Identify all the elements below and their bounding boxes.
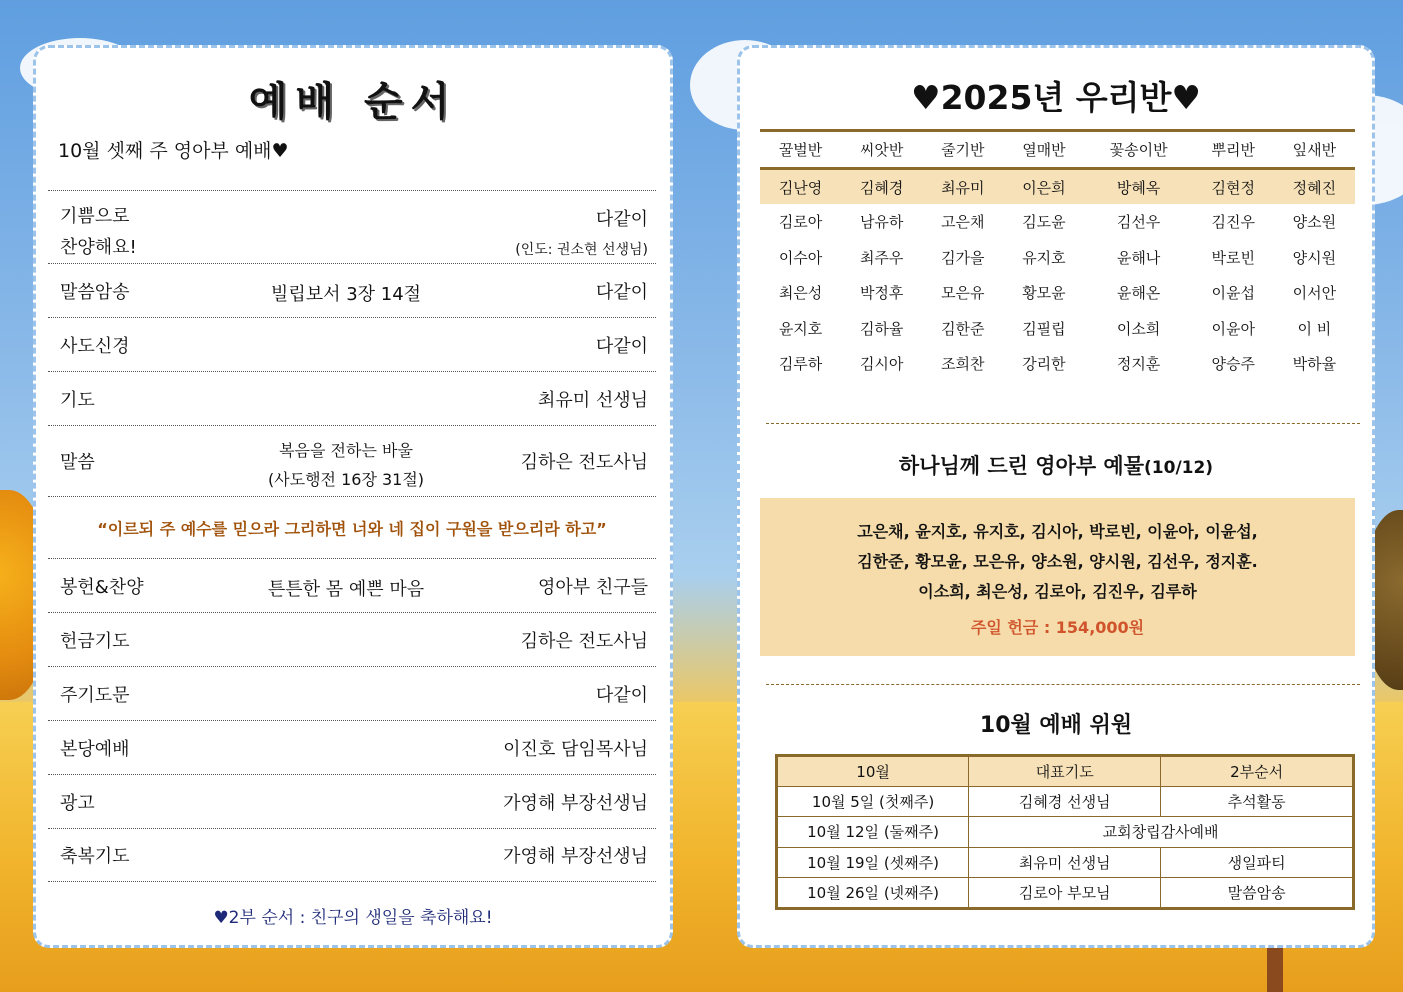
committee-header-row bbox=[777, 756, 1354, 787]
student-name: 최은성 bbox=[778, 284, 823, 303]
order-label: 찬양해요! bbox=[60, 237, 137, 258]
student-name: 윤해나 bbox=[1116, 248, 1161, 267]
order-leader: 가영해 부장선생님 bbox=[503, 846, 648, 867]
committee-table bbox=[775, 754, 1355, 910]
student-name: 고은채 bbox=[941, 213, 985, 232]
student-name: 윤지호 bbox=[778, 319, 823, 338]
committee-second-part: 추석활동 bbox=[1161, 786, 1354, 817]
student-name: 김하율 bbox=[859, 319, 904, 338]
teacher-name: 김현정 bbox=[1193, 169, 1274, 205]
class-name-header: 줄기반 bbox=[922, 131, 1003, 169]
student-row bbox=[760, 311, 1355, 347]
offering-title-text: 하나님께 드린 영아부 예물 bbox=[898, 454, 1145, 478]
order-label: 기쁨으로 bbox=[60, 206, 130, 227]
student-name: 김진우 bbox=[1211, 213, 1255, 232]
student-name: 조희찬 bbox=[941, 355, 985, 374]
committee-row bbox=[777, 817, 1354, 848]
student-name: 유지호 bbox=[1022, 248, 1066, 267]
order-leader: 다같이 bbox=[595, 209, 648, 230]
student-row bbox=[760, 275, 1355, 311]
offering-names-line: 김한준, 황모윤, 모은유, 양소원, 양시원, 김선우, 정지훈. bbox=[857, 552, 1258, 571]
order-leader: 다같이 bbox=[595, 281, 648, 303]
committee-prayer: 김혜경 선생님 bbox=[969, 786, 1161, 817]
student-row bbox=[760, 346, 1355, 382]
student-name: 김도윤 bbox=[1022, 213, 1066, 232]
order-row-lords-prayer bbox=[48, 666, 656, 720]
order-leader: 영아부 친구들 bbox=[537, 576, 648, 598]
class-name-header: 꽃송이반 bbox=[1085, 131, 1193, 169]
teacher-name: 정혜진 bbox=[1274, 169, 1355, 205]
offering-amount: 주일 헌금 : 154,000원 bbox=[970, 618, 1145, 637]
sermon-title: 복음을 전하는 바울 bbox=[279, 441, 413, 460]
committee-header: 10월 bbox=[777, 756, 969, 787]
student-row bbox=[760, 204, 1355, 240]
worship-order-panel bbox=[33, 45, 673, 948]
student-row bbox=[760, 240, 1355, 276]
student-name: 김선우 bbox=[1116, 213, 1161, 232]
student-name: 김필립 bbox=[1022, 319, 1066, 338]
class-info-panel bbox=[737, 45, 1375, 948]
offering-names-line: 이소희, 최은성, 김로아, 김진우, 김루하 bbox=[918, 582, 1197, 601]
committee-date: 10월 5일 (첫째주) bbox=[777, 786, 969, 817]
section-divider bbox=[766, 423, 1360, 424]
student-name: 박로빈 bbox=[1211, 248, 1255, 267]
order-leader: 김하은 전도사님 bbox=[520, 630, 648, 652]
order-content: 빌립보서 3장 14절 bbox=[270, 283, 422, 305]
teacher-row bbox=[760, 169, 1355, 205]
teacher-name: 방혜옥 bbox=[1085, 169, 1193, 205]
class-name-header: 씨앗반 bbox=[841, 131, 922, 169]
class-name-header: 잎새반 bbox=[1274, 131, 1355, 169]
teacher-name: 김혜경 bbox=[841, 169, 922, 205]
teacher-name: 김난영 bbox=[760, 169, 841, 205]
worship-subtitle: 10월 셋째 주 영아부 예배♥ bbox=[58, 140, 289, 162]
page-title: 예배 순서 bbox=[248, 79, 458, 125]
order-content: 튼튼한 몸 예쁜 마음 bbox=[267, 578, 425, 600]
order-row-offering-prayer bbox=[48, 612, 656, 666]
order-leader: 이진호 담임목사님 bbox=[503, 738, 648, 760]
order-note: (인도: 권소현 선생님) bbox=[515, 242, 648, 258]
committee-date: 10월 12일 (둘째주) bbox=[777, 817, 969, 848]
order-row-creed bbox=[48, 317, 656, 371]
committee-row bbox=[777, 878, 1354, 909]
order-row-offering bbox=[48, 558, 656, 612]
bible-verse: “이르되 주 예수를 믿으라 그리하면 너와 네 집이 구원을 받으리라 하고” bbox=[97, 519, 607, 538]
student-name: 이 비 bbox=[1297, 319, 1332, 338]
student-name: 김한준 bbox=[941, 319, 985, 338]
order-label: 사도신경 bbox=[60, 335, 130, 357]
student-name: 김가을 bbox=[941, 248, 985, 267]
class-header-row bbox=[760, 131, 1355, 169]
student-name: 이윤아 bbox=[1211, 319, 1255, 338]
student-name: 김시아 bbox=[859, 355, 904, 374]
order-label: 본당예배 bbox=[60, 738, 130, 760]
student-name: 강리한 bbox=[1022, 355, 1066, 374]
order-label: 주기도문 bbox=[60, 684, 130, 706]
order-row-prayer bbox=[48, 371, 656, 425]
class-name-header: 꿀벌반 bbox=[760, 131, 841, 169]
student-name: 모은유 bbox=[941, 284, 985, 303]
committee-header: 2부순서 bbox=[1161, 756, 1354, 787]
student-name: 황모윤 bbox=[1022, 284, 1066, 303]
teacher-name: 이은희 bbox=[1003, 169, 1084, 205]
offering-names bbox=[760, 498, 1355, 607]
offering-date: (10/12) bbox=[1144, 458, 1214, 478]
order-label: 광고 bbox=[60, 792, 95, 814]
student-name: 박정후 bbox=[859, 284, 904, 303]
offering-box bbox=[760, 498, 1355, 656]
student-name: 이서안 bbox=[1292, 284, 1337, 303]
committee-date: 10월 26일 (넷째주) bbox=[777, 878, 969, 909]
committee-date: 10월 19일 (셋째주) bbox=[777, 847, 969, 878]
committee-prayer: 최유미 선생님 bbox=[969, 847, 1161, 878]
student-name: 최주우 bbox=[859, 248, 904, 267]
class-title: ♥2025년 우리반♥ bbox=[910, 78, 1201, 117]
committee-row bbox=[777, 847, 1354, 878]
committee-event: 교회창립감사예배 bbox=[969, 817, 1354, 848]
order-row-sermon bbox=[48, 425, 656, 496]
order-row-verse bbox=[48, 496, 656, 558]
order-row-memory bbox=[48, 263, 656, 317]
order-leader: 다같이 bbox=[595, 684, 648, 706]
order-row-praise bbox=[48, 190, 656, 263]
order-row-notice bbox=[48, 774, 656, 828]
student-name: 윤해온 bbox=[1116, 284, 1161, 303]
student-name: 이윤섭 bbox=[1211, 284, 1255, 303]
order-label: 말씀암송 bbox=[60, 281, 130, 303]
student-name: 양소원 bbox=[1292, 213, 1337, 232]
student-name: 정지훈 bbox=[1116, 355, 1161, 374]
worship-order-list bbox=[48, 190, 656, 882]
order-label: 말씀 bbox=[60, 452, 95, 473]
order-leader: 김하은 전도사님 bbox=[520, 452, 648, 473]
committee-second-part: 말씀암송 bbox=[1161, 878, 1354, 909]
committee-header: 대표기도 bbox=[969, 756, 1161, 787]
class-name-header: 뿌리반 bbox=[1193, 131, 1274, 169]
sermon-reference: (사도행전 16장 31절) bbox=[267, 470, 425, 489]
student-name: 양시원 bbox=[1292, 248, 1337, 267]
order-leader: 다같이 bbox=[595, 335, 648, 357]
committee-row bbox=[777, 786, 1354, 817]
committee-prayer: 김로아 부모님 bbox=[969, 878, 1161, 909]
committee-second-part: 생일파티 bbox=[1161, 847, 1354, 878]
section-divider bbox=[766, 684, 1360, 685]
order-leader: 최유미 선생님 bbox=[537, 389, 648, 411]
committee-title: 10월 예배 위원 bbox=[979, 713, 1133, 738]
student-name: 이소희 bbox=[1116, 319, 1161, 338]
offering-names-line: 고은채, 윤지호, 유지호, 김시아, 박로빈, 이윤아, 이윤섭, bbox=[857, 522, 1258, 541]
student-name: 김루하 bbox=[778, 355, 823, 374]
order-label: 헌금기도 bbox=[60, 630, 130, 652]
order-label: 봉헌&찬양 bbox=[60, 576, 144, 598]
student-name: 박하율 bbox=[1292, 355, 1337, 374]
student-name: 남유하 bbox=[859, 213, 904, 232]
student-name: 이수아 bbox=[778, 248, 823, 267]
class-name-header: 열매반 bbox=[1003, 131, 1084, 169]
class-roster-table bbox=[760, 129, 1355, 382]
order-leader: 가영해 부장선생님 bbox=[503, 792, 648, 814]
order-label: 축복기도 bbox=[60, 846, 130, 867]
student-name: 양승주 bbox=[1211, 355, 1255, 374]
teacher-name: 최유미 bbox=[922, 169, 1003, 205]
second-part-note: ♥2부 순서 : 친구의 생일을 축하해요! bbox=[213, 908, 493, 928]
order-row-blessing bbox=[48, 828, 656, 882]
order-label: 기도 bbox=[60, 389, 95, 411]
offering-title bbox=[740, 450, 1372, 480]
student-name: 김로아 bbox=[778, 213, 823, 232]
order-row-main-worship bbox=[48, 720, 656, 774]
